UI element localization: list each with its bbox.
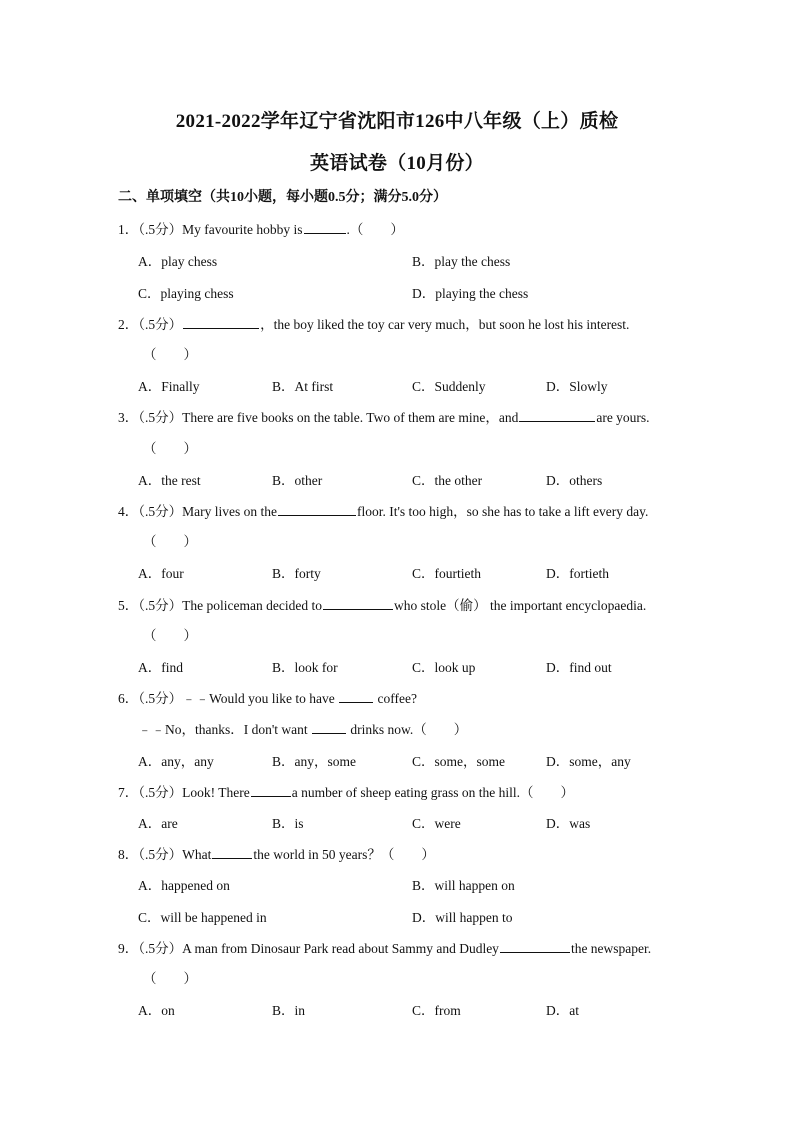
- answer-blank: [278, 503, 356, 516]
- answer-parentheses: （ ）: [143, 534, 197, 549]
- option-b: B．is: [272, 816, 304, 831]
- option-b: B．At first: [272, 379, 334, 394]
- question-7: [118, 781, 574, 801]
- question-text: 8．（.5分）What: [118, 847, 212, 862]
- exam-subtitle: 英语试卷（10月份）: [309, 153, 484, 174]
- question-text: 1．（.5分）My favourite hobby is: [118, 222, 303, 237]
- question-4: [118, 500, 648, 520]
- option-d: D．some，any: [546, 754, 631, 769]
- question-text: who stole（偷） the important encyclopaedia.: [393, 598, 647, 613]
- answer-parentheses: （ ）: [143, 347, 197, 362]
- option-a: A．happened on: [138, 878, 230, 893]
- question-text: 5．（.5分）The policeman decided to: [118, 598, 322, 613]
- answer-blank: [312, 721, 346, 734]
- option-c: C．from: [412, 1003, 461, 1018]
- option-a: A．play chess: [138, 254, 218, 269]
- option-b: B．look for: [272, 660, 338, 675]
- answer-blank: [183, 316, 259, 329]
- question-text: the world in 50 years？（ ）: [253, 847, 435, 862]
- option-b: B．other: [272, 473, 323, 488]
- section-heading: 二、单项填空（共10小题，每小题0.5分；满分5.0分）: [118, 190, 447, 205]
- option-c: C．Suddenly: [412, 379, 486, 394]
- option-a: A．Finally: [138, 379, 200, 394]
- question-text: 3．（.5分）There are five books on the table. Two of them are mine，and: [118, 410, 519, 425]
- question-text: ，the boy liked the toy car very much，but soon he lost his interest.: [260, 317, 630, 332]
- question-text: floor. It's too high，so she has to take a lift every day.: [356, 504, 649, 519]
- option-a: A．four: [138, 566, 184, 581]
- option-d: D．playing the chess: [412, 286, 529, 301]
- question-1: [118, 218, 404, 238]
- answer-blank: [323, 597, 393, 610]
- question-text: are yours.: [596, 410, 650, 425]
- option-c: C．playing chess: [138, 286, 234, 301]
- option-d: D．find out: [546, 660, 612, 675]
- question-3: [118, 406, 650, 426]
- answer-blank: [339, 690, 373, 703]
- question-text: 2．（.5分）: [118, 317, 183, 332]
- option-b: B．play the chess: [412, 254, 511, 269]
- option-b: B．any，some: [272, 754, 356, 769]
- question-text: 7．（.5分）Look! There: [118, 785, 250, 800]
- question-6: [118, 687, 417, 707]
- question-text: 9．（.5分）A man from Dinosaur Park read about Sammy and Dudley: [118, 941, 499, 956]
- option-d: D．others: [546, 473, 603, 488]
- question-text: .（ ）: [346, 222, 404, 237]
- question-text: ﹣﹣No，thanks．I don't want: [138, 722, 308, 737]
- answer-blank: [304, 221, 346, 234]
- question-2: [118, 313, 629, 333]
- option-c: C．some，some: [412, 754, 505, 769]
- question-9: [118, 937, 651, 957]
- question-text: drinks now.（ ）: [350, 722, 468, 737]
- option-c: C．fourtieth: [412, 566, 481, 581]
- question-text: coffee?: [377, 691, 417, 706]
- option-c: C．were: [412, 816, 461, 831]
- answer-blank: [212, 846, 252, 859]
- answer-blank: [500, 940, 570, 953]
- option-b: B．in: [272, 1003, 306, 1018]
- option-b: B．forty: [272, 566, 321, 581]
- option-a: A．are: [138, 816, 178, 831]
- option-a: A．the rest: [138, 473, 201, 488]
- question-text: a number of sheep eating grass on the hill.（ ）: [291, 785, 575, 800]
- answer-blank: [251, 784, 291, 797]
- option-d: D．fortieth: [546, 566, 609, 581]
- option-c: C．will be happened in: [138, 910, 267, 925]
- answer-parentheses: （ ）: [143, 971, 197, 986]
- exam-title: 2021-2022学年辽宁省沈阳市126中八年级（上）质检: [175, 111, 619, 132]
- option-d: D．was: [546, 816, 591, 831]
- question-8: [118, 843, 435, 863]
- option-d: D．will happen to: [412, 910, 513, 925]
- answer-parentheses: （ ）: [143, 441, 197, 456]
- option-c: C．the other: [412, 473, 483, 488]
- question-5: [118, 594, 646, 614]
- question-text: the newspaper.: [570, 941, 652, 956]
- option-a: A．find: [138, 660, 183, 675]
- question-6-reply: [138, 718, 467, 738]
- option-d: D．Slowly: [546, 379, 608, 394]
- question-text: 6．（.5分）﹣﹣Would you like to have: [118, 691, 335, 706]
- option-a: A．any，any: [138, 754, 214, 769]
- option-d: D．at: [546, 1003, 579, 1018]
- answer-blank: [519, 409, 595, 422]
- option-c: C．look up: [412, 660, 476, 675]
- question-text: 4．（.5分）Mary lives on the: [118, 504, 277, 519]
- option-a: A．on: [138, 1003, 175, 1018]
- answer-parentheses: （ ）: [143, 628, 197, 643]
- option-b: B．will happen on: [412, 878, 515, 893]
